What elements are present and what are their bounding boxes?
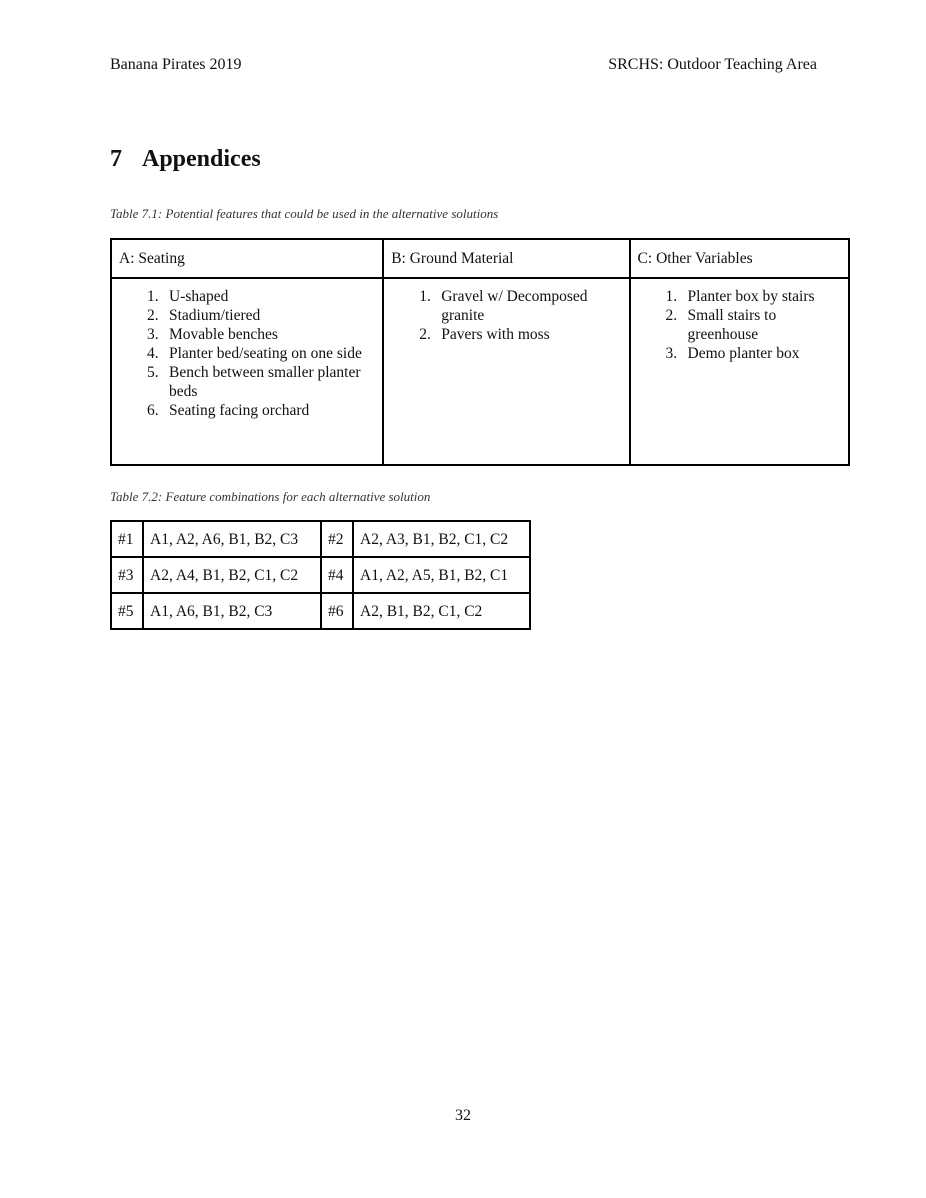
features-table: [110, 238, 850, 466]
list-item: 3. Movable benches: [147, 326, 278, 343]
list-item: 6. Seating facing orchard: [147, 402, 310, 419]
column-header-other-variables: C: Other Variables: [630, 239, 849, 278]
combinations-table: [110, 520, 531, 630]
solution-id-cell: #4: [321, 557, 353, 593]
solution-features-cell: A1, A6, B1, B2, C3: [143, 593, 321, 629]
other-variables-options-cell: [630, 278, 849, 465]
table-body-row: [111, 278, 849, 465]
running-header-left: Banana Pirates 2019: [110, 56, 242, 73]
solution-features-cell: A1, A2, A6, B1, B2, C3: [143, 521, 321, 557]
section-heading: [110, 144, 261, 174]
table-row: [111, 593, 530, 629]
table-row: [111, 521, 530, 557]
seating-options-cell: [111, 278, 383, 465]
solution-features-cell: A2, A3, B1, B2, C1, C2: [353, 521, 530, 557]
solution-id-cell: #1: [111, 521, 143, 557]
list-item: 2. Stadium/tiered: [147, 307, 261, 324]
column-header-ground-material: B: Ground Material: [383, 239, 629, 278]
solution-features-cell: A1, A2, A5, B1, B2, C1: [353, 557, 530, 593]
column-header-seating: A: Seating: [111, 239, 383, 278]
solution-features-cell: A2, B1, B2, C1, C2: [353, 593, 530, 629]
table-7-2-caption: Table 7.2: Feature combinations for each alternative solution: [110, 489, 431, 504]
solution-id-cell: #2: [321, 521, 353, 557]
seating-options-list: [112, 287, 378, 420]
solution-id-cell: #5: [111, 593, 143, 629]
solution-id-cell: #6: [321, 593, 353, 629]
page-number: 32: [455, 1107, 471, 1124]
list-item: 1. Planter box by stairs: [665, 288, 815, 305]
other-variables-options-list: [631, 287, 844, 363]
list-item: 1. U-shaped: [147, 288, 229, 305]
table-header-row: [111, 239, 849, 278]
section-title: Appendices: [142, 146, 261, 172]
table-row: [111, 557, 530, 593]
list-item: 1. Gravel w/ Decomposed granite: [419, 288, 588, 324]
table-7-1-caption: Table 7.1: Potential features that could be used in the alternative solutions: [110, 206, 499, 221]
list-item: 4. Planter bed/seating on one side: [147, 345, 362, 362]
section-number: 7: [110, 146, 122, 172]
list-item: 5. Bench between smaller planter beds: [147, 364, 361, 400]
list-item: 3. Demo planter box: [665, 345, 800, 362]
solution-id-cell: #3: [111, 557, 143, 593]
list-item: 2. Pavers with moss: [419, 326, 550, 343]
ground-material-options-list: [384, 287, 624, 344]
running-header-right: SRCHS: Outdoor Teaching Area: [608, 56, 817, 73]
ground-material-options-cell: [383, 278, 629, 465]
solution-features-cell: A2, A4, B1, B2, C1, C2: [143, 557, 321, 593]
list-item: 2. Small stairs to greenhouse: [665, 307, 777, 343]
